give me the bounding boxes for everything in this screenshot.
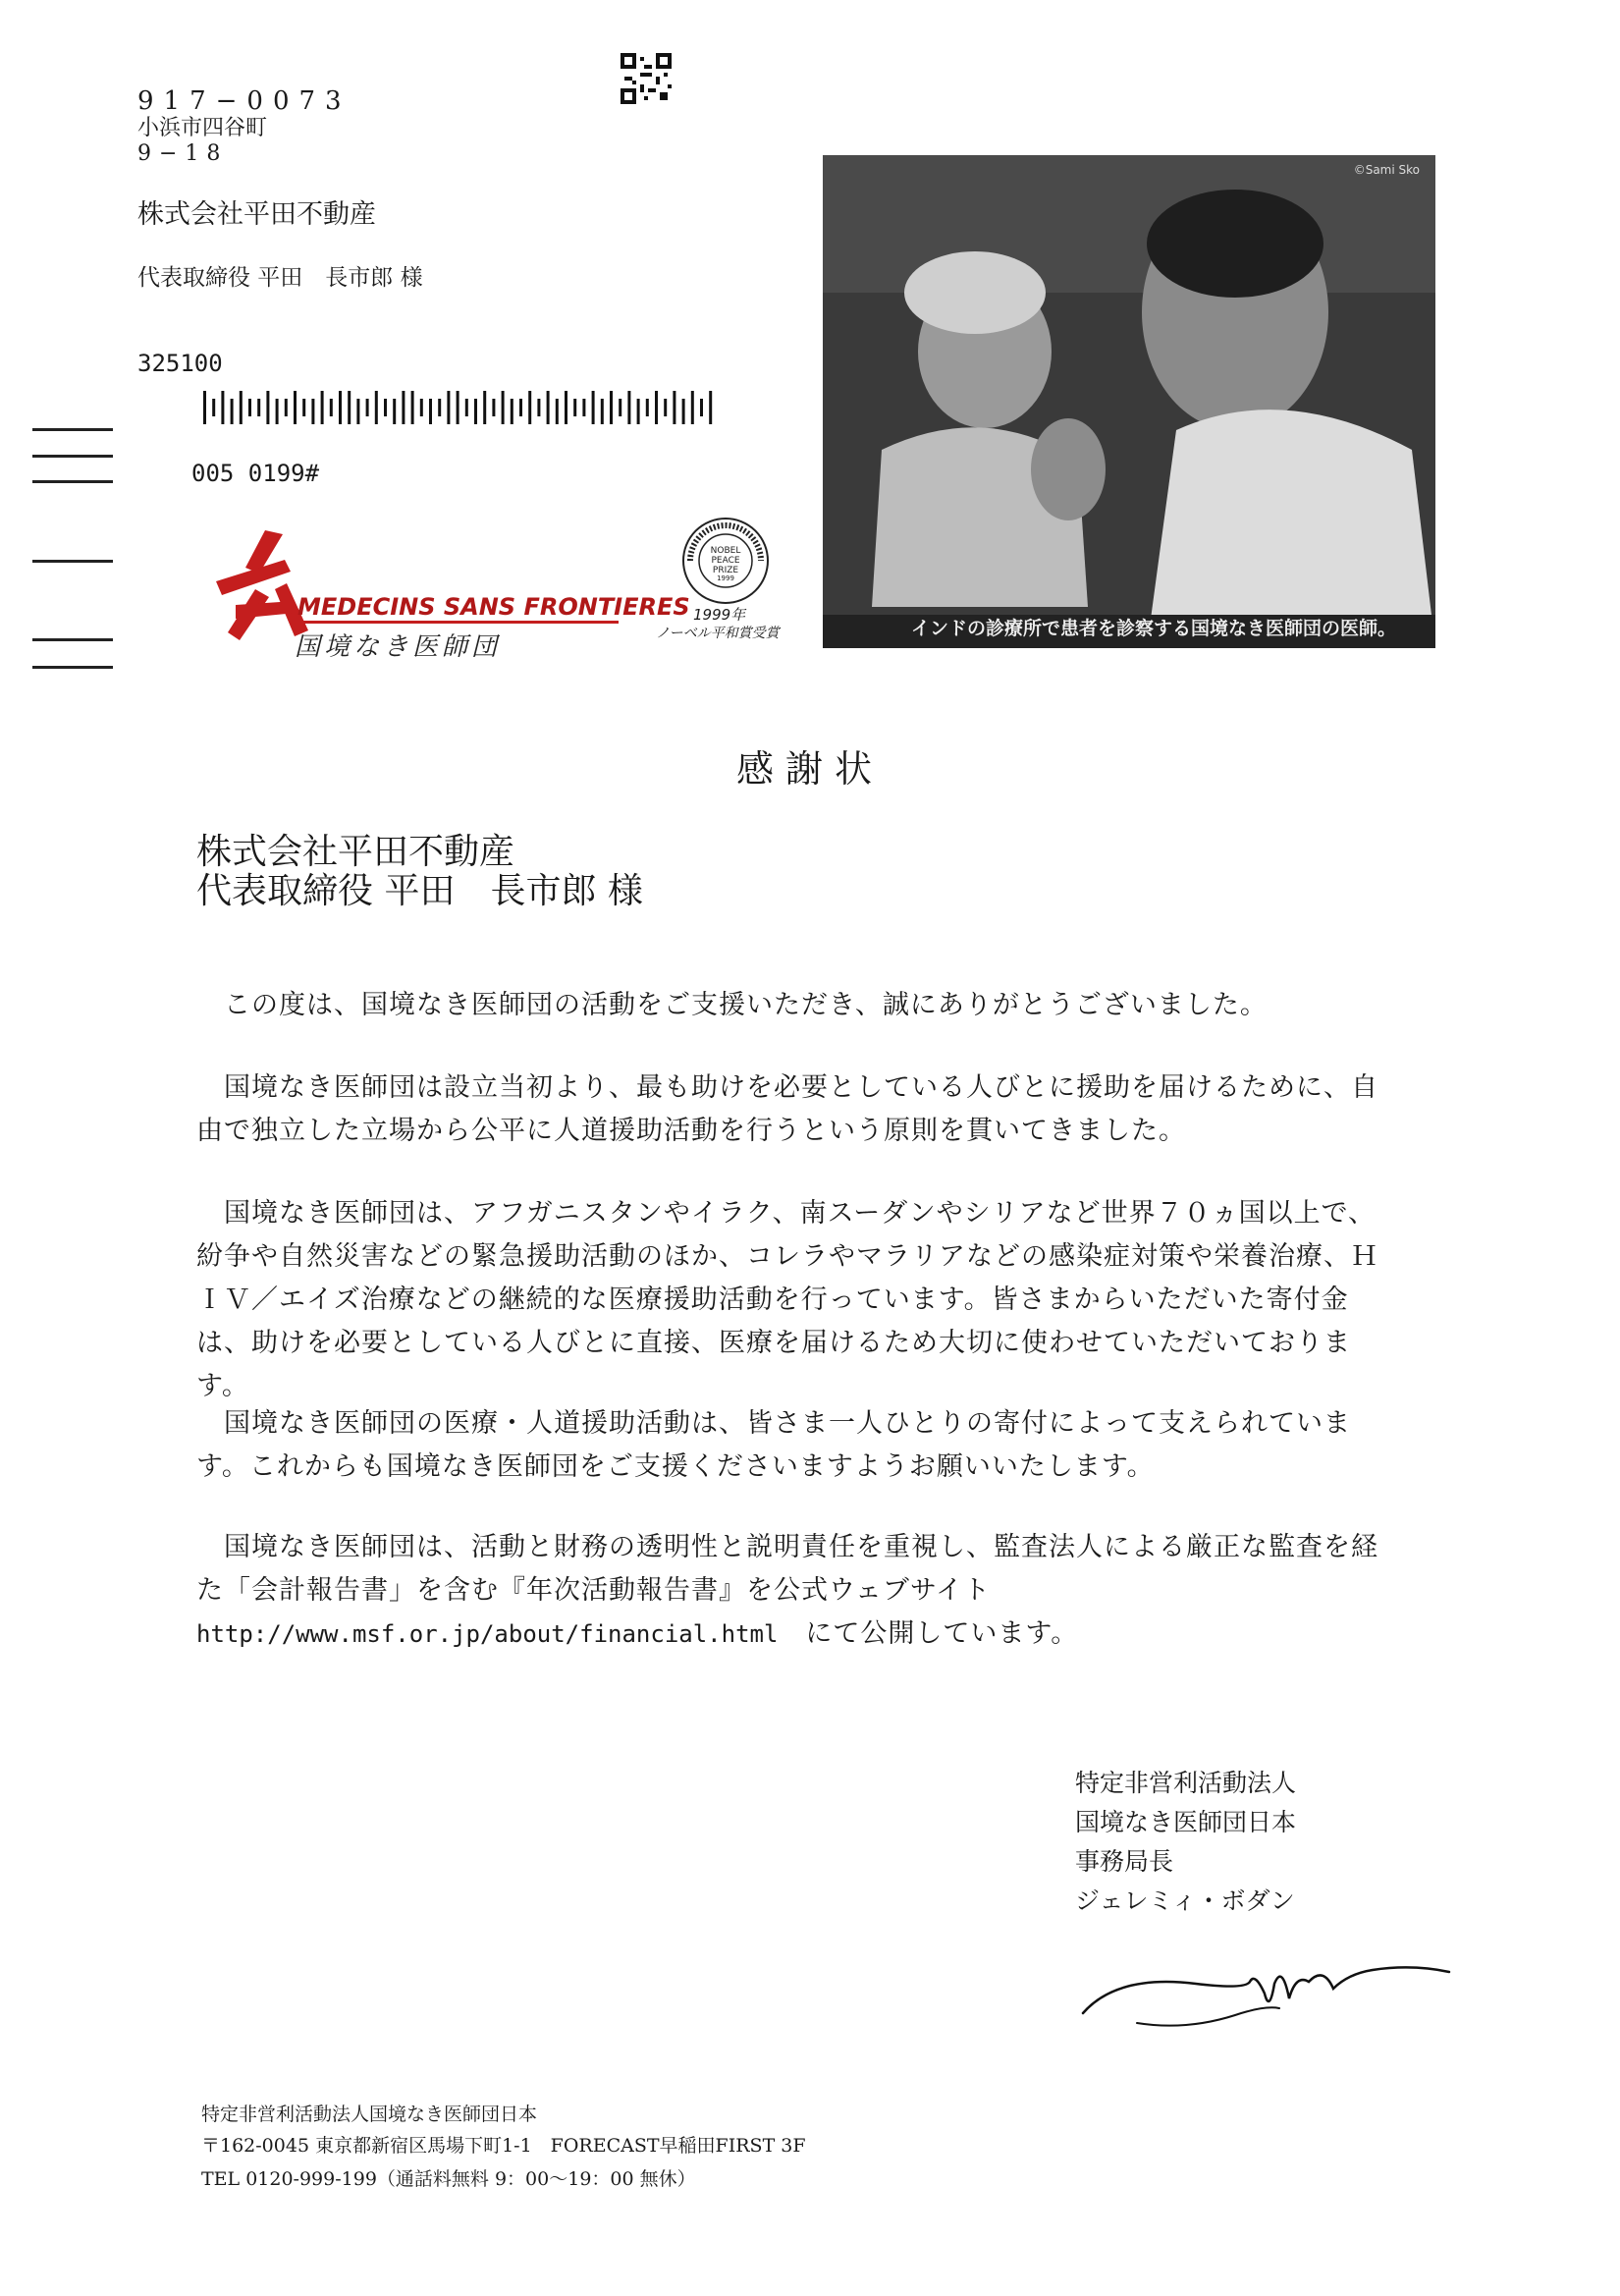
barcode-bar: [212, 399, 215, 416]
nobel-prize-seal-icon: [680, 516, 771, 606]
address-representative: 代表取締役 平田 長市郎 様: [137, 265, 423, 291]
barcode-bar: [537, 399, 540, 416]
barcode-bar: [356, 399, 359, 424]
paragraph: 国境なき医師団の医療・人道援助活動は、皆さま一人ひとりの寄付によって支えられています。これからも国境なき医師団をご支援くださいますようお願いいたします。: [196, 1408, 1351, 1482]
signatory-name: ジェレミィ・ボダン: [1075, 1886, 1295, 1915]
barcode-bar: [203, 391, 206, 424]
seal-text: ノーベル平和賞受賞: [656, 626, 780, 641]
fold-mark: [32, 560, 113, 563]
doctor-patient-photo: [823, 155, 1435, 648]
financial-tail: にて公開しています。: [778, 1618, 1079, 1649]
barcode-bar: [646, 399, 649, 416]
barcode-bar: [447, 391, 450, 424]
barcode-bar: [627, 391, 630, 424]
seal-year: 1999年: [693, 606, 746, 624]
address-company: 株式会社平田不動産: [137, 199, 376, 230]
signatory-org-type: 特定非営利活動法人: [1075, 1769, 1297, 1797]
barcode-bar: [601, 399, 604, 424]
barcode-bar: [221, 391, 224, 424]
financial-report-link[interactable]: http://www.msf.or.jp/about/financial.html: [196, 1620, 779, 1648]
paragraph: 国境なき医師団は設立当初より、最も助けを必要としている人びとに援助を届けるために、自由で独立した立場から公平に人道援助活動を行うという原則を貫いてきました。: [196, 1072, 1378, 1146]
address-line-2: 9−18: [137, 141, 229, 166]
barcode-bar: [673, 391, 675, 424]
address-line-1: 小浜市四谷町: [137, 116, 268, 140]
paragraph-financial: [196, 1526, 1400, 1656]
barcode-bar: [691, 391, 694, 424]
barcode-bar: [682, 399, 685, 424]
barcode-bar: [257, 399, 260, 416]
barcode-bar: [438, 399, 441, 416]
barcode-bar: [565, 391, 567, 424]
barcode-bar: [502, 391, 505, 424]
handwritten-signature: [1078, 1954, 1451, 2033]
barcode-bar: [582, 399, 585, 416]
logo-underline: [295, 621, 619, 624]
barcode-bar: [375, 391, 378, 424]
barcode-bar: [339, 391, 342, 424]
signatory-title: 事務局長: [1075, 1847, 1174, 1876]
barcode-bar: [384, 399, 387, 416]
footer-address: 〒162-0045 東京都新宿区馬場下町1-1 FORECAST早稲田FIRST 3F: [201, 2135, 806, 2157]
fold-mark: [32, 480, 113, 483]
photo-caption: インドの診療所で患者を診察する国境なき医師団の医師。: [911, 618, 1397, 639]
barcode-bar: [610, 391, 613, 424]
fold-mark: [32, 638, 113, 641]
barcode-bar: [393, 399, 396, 424]
barcode-bar: [330, 399, 333, 416]
barcode-bar: [519, 399, 522, 416]
barcode-bar: [411, 391, 414, 424]
barcode-bar: [483, 391, 486, 424]
barcode-bar: [311, 399, 314, 424]
barcode-bar: [294, 391, 297, 424]
barcode-bar: [556, 399, 559, 424]
barcode-bar: [248, 399, 251, 416]
barcode-bar: [276, 399, 279, 424]
fold-mark: [32, 428, 113, 431]
logo-name-en: MEDECINS SANS FRONTIERES: [297, 593, 690, 621]
barcode-bar: [457, 391, 459, 424]
letter-title: 感謝状: [735, 747, 884, 791]
barcode-bar: [321, 391, 324, 424]
svg-text:1999: 1999: [717, 574, 734, 582]
recipient-company: 株式会社平田不動産: [196, 832, 515, 872]
barcode-bar: [511, 399, 513, 424]
photo-credit: ©Sami Sko: [1353, 163, 1420, 177]
signatory-org-name: 国境なき医師団日本: [1075, 1808, 1297, 1836]
qr-code: [621, 53, 672, 104]
barcode-bar: [664, 399, 667, 416]
barcode-bar: [231, 399, 234, 424]
barcode-bar: [547, 391, 550, 424]
recipient-name: 代表取締役 平田 長市郎 様: [196, 871, 643, 911]
barcode-bar: [474, 399, 477, 424]
svg-text:NOBEL: NOBEL: [710, 546, 741, 556]
postal-code: 917−0073: [137, 86, 351, 116]
fold-mark: [32, 666, 113, 669]
customer-code-2: 005 0199#: [191, 460, 320, 487]
barcode-bar: [573, 399, 576, 416]
svg-text:PEACE: PEACE: [711, 556, 740, 566]
barcode-bar: [366, 399, 369, 416]
barcode-bar: [266, 391, 269, 424]
barcode-bar: [492, 399, 495, 416]
barcode-bar: [592, 391, 595, 424]
barcode-bar: [302, 399, 305, 416]
financial-text: 国境なき医師団は、活動と財務の透明性と説明責任を重視し、監査法人による厳正な監査を経た「会計報告書」を含む『年次活動報告書』を公式ウェブサイト: [196, 1532, 1378, 1606]
barcode-bar: [637, 399, 640, 424]
barcode-bar: [402, 391, 405, 424]
customer-code: 325100: [137, 350, 223, 377]
svg-text:PRIZE: PRIZE: [712, 566, 739, 575]
barcode-bar: [709, 391, 712, 424]
footer-org: 特定非営利活動法人国境なき医師団日本: [201, 2104, 538, 2125]
photo-illustration: [823, 155, 1435, 648]
barcode-bar: [240, 391, 243, 424]
logo-name-jp: 国境なき医師団: [295, 632, 502, 662]
paragraph: 国境なき医師団は、アフガニスタンやイラク、南スーダンやシリアなど世界７０ヵ国以上で、紛争や自然災害などの緊急援助活動のほか、コレラやマラリアなどの感染症対策や栄養治療、ＨＩＶ／エイズ治療などの継続的な医療援助活動を行っています。皆さまからいただいた寄付金は、助けを必要としている人びとに直接、医療を届けるため大切に使わせていただいております。: [196, 1198, 1378, 1401]
fold-mark: [32, 455, 113, 458]
barcode-bar: [348, 391, 351, 424]
postal-barcode: [203, 391, 724, 424]
barcode-bar: [655, 391, 658, 424]
barcode-bar: [465, 399, 468, 416]
footer-phone: TEL 0120-999-199（通話料無料 9：00〜19：00 無休）: [201, 2168, 696, 2190]
barcode-bar: [420, 399, 423, 416]
barcode-bar: [285, 399, 288, 416]
barcode-bar: [700, 399, 703, 416]
paragraph: この度は、国境なき医師団の活動をご支援いただき、誠にありがとうございました。: [224, 990, 1268, 1020]
barcode-bar: [619, 399, 621, 416]
barcode-bar: [429, 399, 432, 424]
barcode-bar: [528, 391, 531, 424]
